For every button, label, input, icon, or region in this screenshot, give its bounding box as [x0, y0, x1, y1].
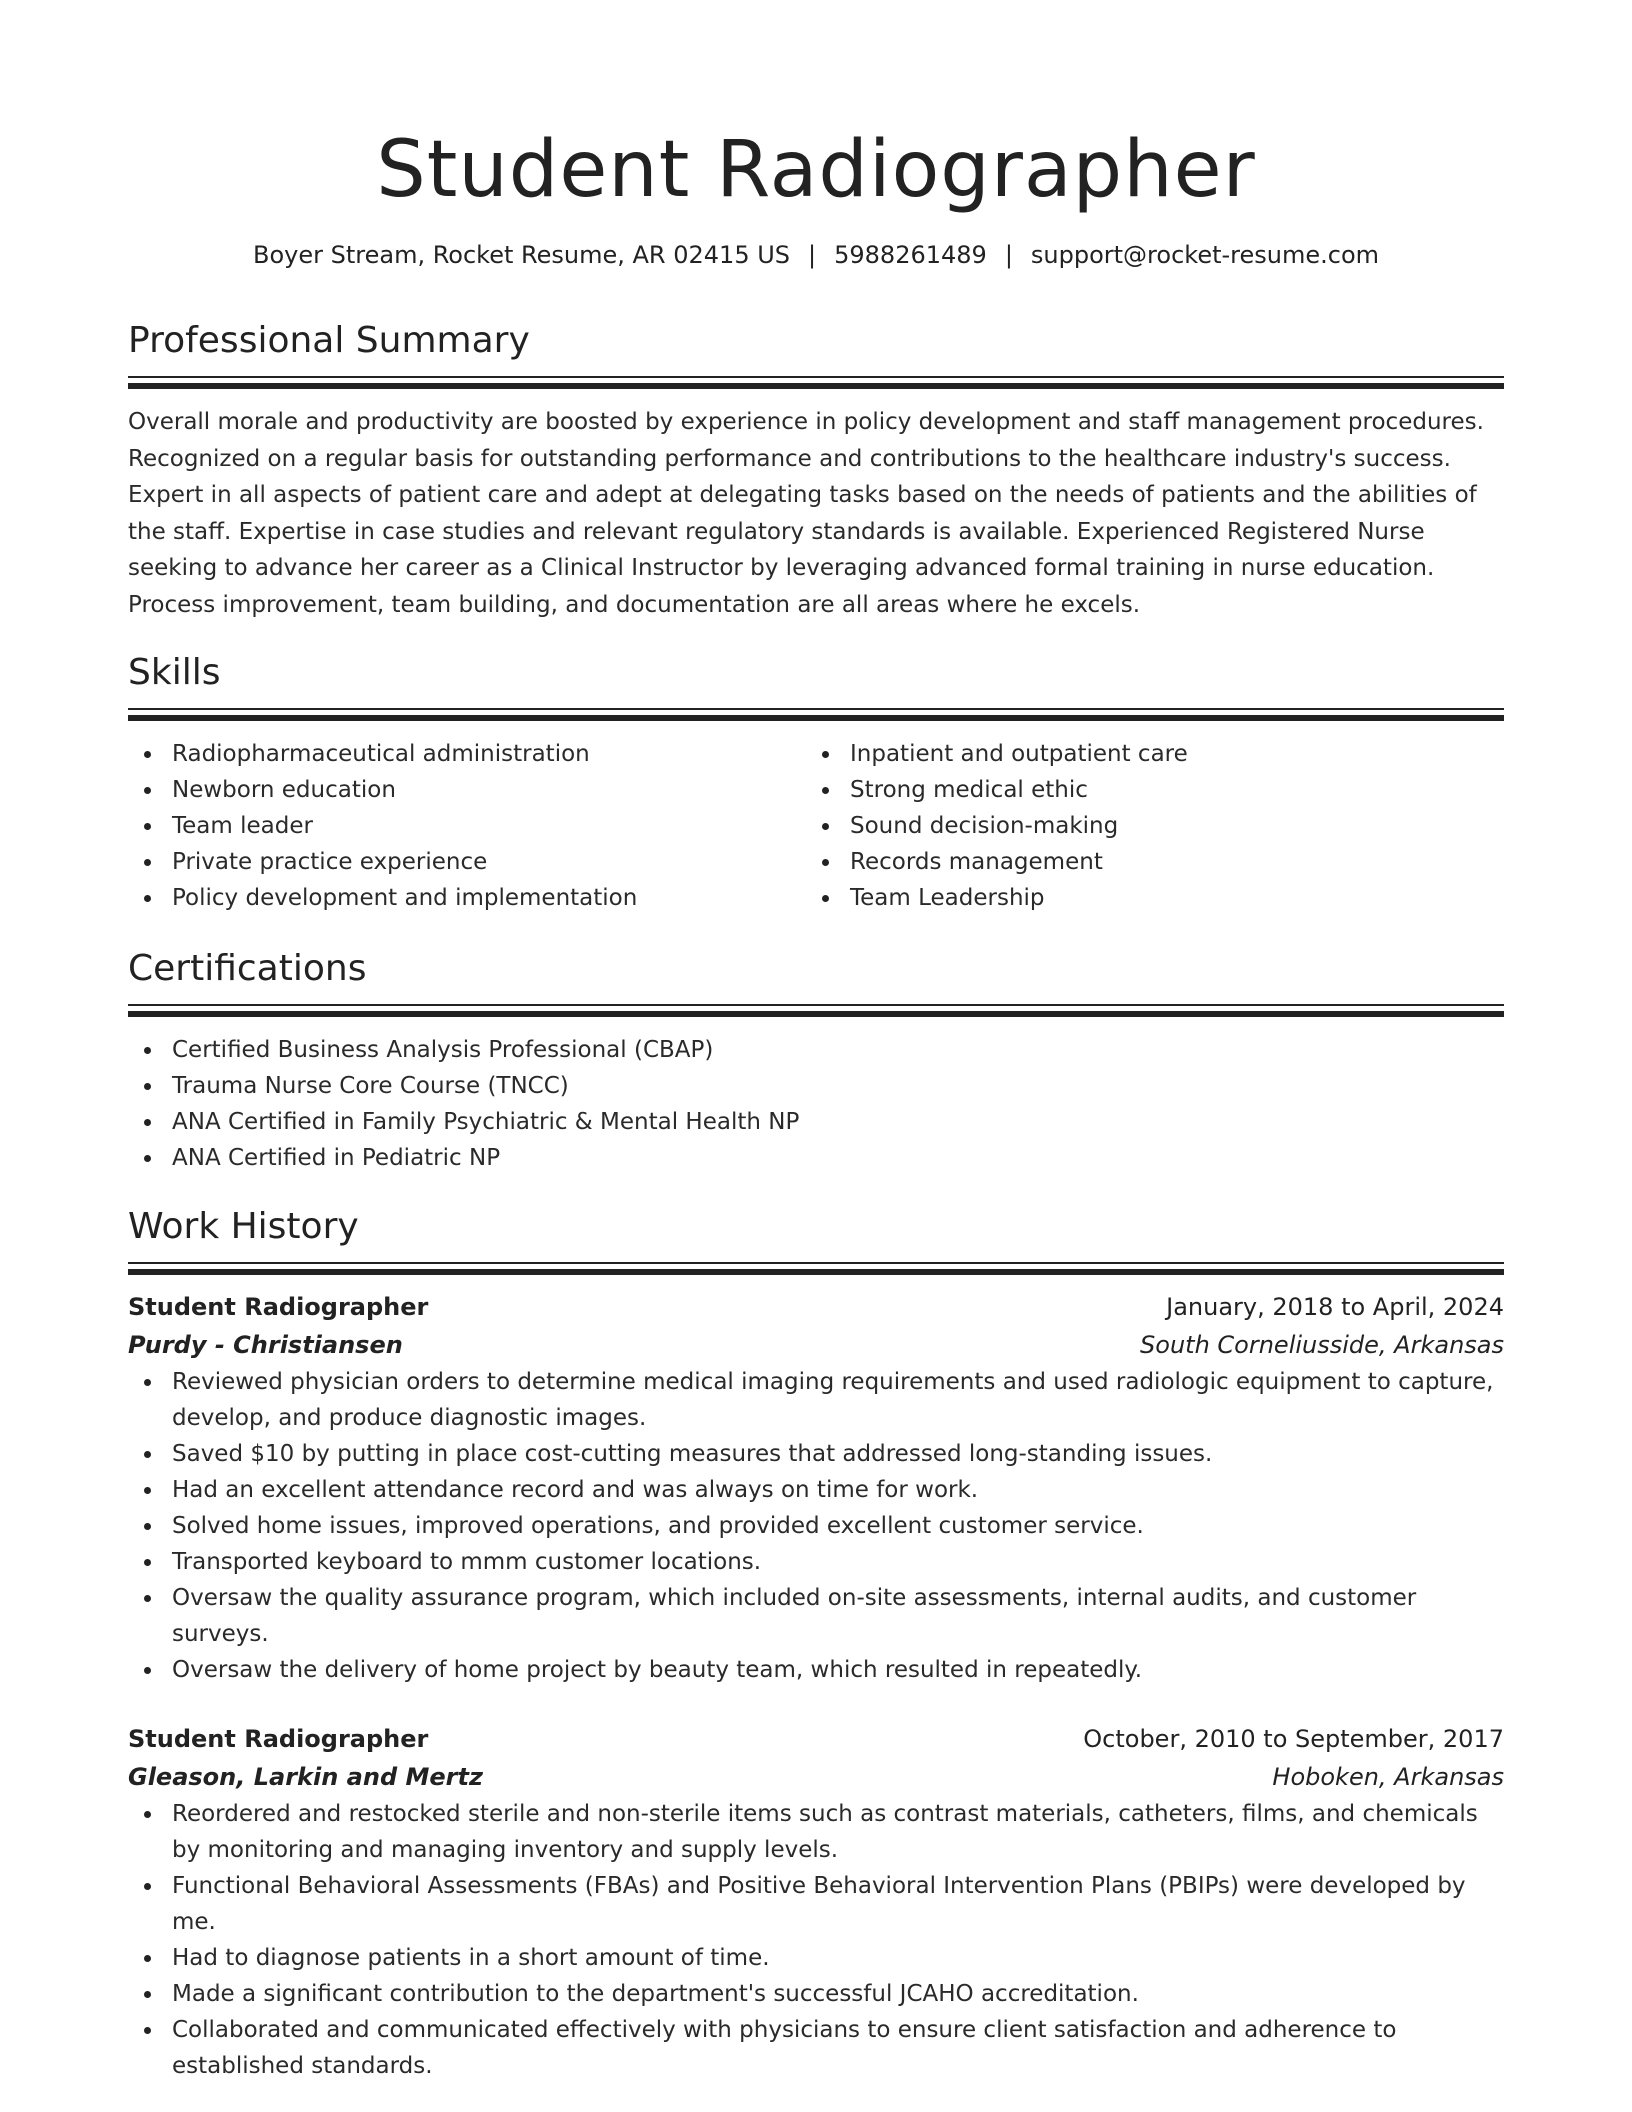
section-divider [128, 1004, 1504, 1018]
list-item: Newborn education [128, 772, 806, 808]
list-item: Oversaw the quality assurance program, which included on-site assessments, internal audits, and customer surveys. [128, 1580, 1504, 1652]
list-item: Records management [806, 844, 1484, 880]
list-item: Functional Behavioral Assessments (FBAs) and Positive Behavioral Intervention Plans (PBIPs) were developed by me. [128, 1868, 1504, 1940]
list-item: Oversaw the delivery of home project by beauty team, which resulted in repeatedly. [128, 1652, 1504, 1688]
list-item: Inpatient and outpatient care [806, 736, 1484, 772]
list-item: Team Leadership [806, 880, 1484, 916]
separator: | [808, 241, 817, 269]
job-duties-list [128, 1364, 1504, 1688]
skills-right-list [806, 736, 1484, 916]
list-item: Reviewed physician orders to determine medical imaging requirements and used radiologic equipment to capture, develop, and produce diagnostic images. [128, 1364, 1504, 1436]
work-history-section [128, 1204, 1504, 2084]
job-subheader [128, 1326, 1504, 1364]
summary-text: Overall morale and productivity are boosted by experience in policy development and staff management procedures. Recognized on a regular basis for outstanding performance and contributions to the healthcare industry's success. Expert in all aspects of patient care and adept at delegating tasks based on the needs of patients and the abilities of the staff. Expertise in case studies and relevant regulatory standards is available. Experienced Registered Nurse seeking to advance her career as a Clinical Instructor by leveraging advanced formal training in nurse education. Process improvement, team building, and documentation are all areas where he excels. [128, 409, 1484, 618]
skills-columns [128, 736, 1504, 916]
list-item: Strong medical ethic [806, 772, 1484, 808]
list-item: Transported keyboard to mmm customer locations. [128, 1544, 1504, 1580]
section-divider [128, 376, 1504, 390]
address: Boyer Stream, Rocket Resume, AR 02415 US [253, 241, 791, 269]
section-title: Professional Summary [128, 320, 530, 361]
list-item: Trauma Nurse Core Course (TNCC) [128, 1068, 1504, 1104]
certifications-section [128, 946, 1504, 1176]
summary-section [128, 318, 1504, 623]
job-dates: October, 2010 to September, 2017 [1083, 1725, 1504, 1753]
list-item: ANA Certified in Pediatric NP [128, 1140, 1504, 1176]
candidate-name: Student Radiographer [376, 125, 1256, 215]
contact-line [128, 238, 1504, 272]
separator: | [1004, 241, 1013, 269]
job-header [128, 1720, 1504, 1758]
job-header [128, 1288, 1504, 1326]
resume-page [128, 0, 1504, 2079]
phone: 5988261489 [834, 241, 987, 269]
section-title: Certifications [128, 948, 367, 989]
job-company: Purdy - Christiansen [128, 1331, 403, 1359]
job-entry [128, 1720, 1504, 2084]
section-divider [128, 708, 1504, 722]
certifications-list [128, 1032, 1504, 1176]
list-item: Collaborated and communicated effectively with physicians to ensure client satisfaction and adherence to established standards. [128, 2012, 1504, 2084]
email: support@rocket-resume.com [1030, 241, 1379, 269]
skills-section [128, 650, 1504, 916]
job-dates: January, 2018 to April, 2024 [1166, 1293, 1504, 1321]
job-location: South Corneliusside, Arkansas [1140, 1331, 1504, 1359]
job-title: Student Radiographer [128, 1293, 429, 1321]
list-item: Saved $10 by putting in place cost-cutting measures that addressed long-standing issues. [128, 1436, 1504, 1472]
job-location: Hoboken, Arkansas [1272, 1763, 1504, 1791]
list-item: Radiopharmaceutical administration [128, 736, 806, 772]
list-item: Team leader [128, 808, 806, 844]
skills-left-list [128, 736, 806, 916]
section-divider [128, 1262, 1504, 1276]
list-item: Sound decision-making [806, 808, 1484, 844]
job-company: Gleason, Larkin and Mertz [128, 1763, 483, 1791]
list-item: Policy development and implementation [128, 880, 806, 916]
job-entry [128, 1288, 1504, 1688]
job-subheader [128, 1758, 1504, 1796]
list-item: Solved home issues, improved operations, and provided excellent customer service. [128, 1508, 1504, 1544]
list-item: Certified Business Analysis Professional (CBAP) [128, 1032, 1504, 1068]
section-title: Work History [128, 1206, 359, 1247]
list-item: ANA Certified in Family Psychiatric & Mental Health NP [128, 1104, 1504, 1140]
list-item: Made a significant contribution to the department's successful JCAHO accreditation. [128, 1976, 1504, 2012]
job-duties-list [128, 1796, 1504, 2084]
list-item: Private practice experience [128, 844, 806, 880]
list-item: Had to diagnose patients in a short amount of time. [128, 1940, 1504, 1976]
list-item: Had an excellent attendance record and was always on time for work. [128, 1472, 1504, 1508]
list-item: Reordered and restocked sterile and non-sterile items such as contrast materials, catheters, films, and chemicals by monitoring and managing inventory and supply levels. [128, 1796, 1504, 1868]
job-title: Student Radiographer [128, 1725, 429, 1753]
section-title: Skills [128, 652, 221, 693]
